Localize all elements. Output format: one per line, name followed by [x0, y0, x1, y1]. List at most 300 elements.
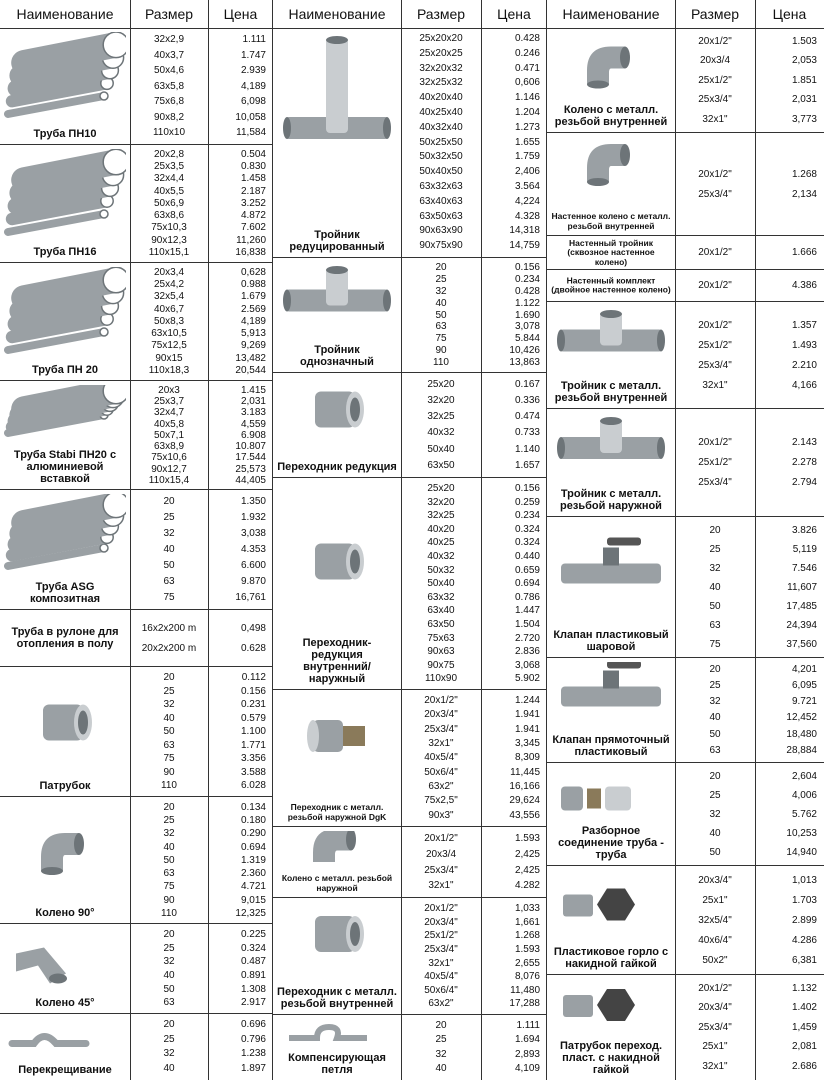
size-value: 32x4,7 — [153, 407, 185, 419]
price-value: 4,006 — [791, 790, 817, 801]
product-image — [4, 32, 126, 122]
price-value: 4.328 — [514, 210, 540, 222]
price-value: 0.112 — [241, 672, 266, 683]
size-value: 63 — [163, 739, 175, 751]
size-value: 63x2" — [428, 780, 454, 792]
price-value: 0.324 — [514, 537, 540, 549]
price-value: 0.290 — [240, 828, 266, 840]
price-value: 6.908 — [240, 429, 266, 441]
size-value: 75x6,8 — [153, 96, 185, 108]
price-value: 2,053 — [791, 55, 817, 67]
size-value: 63x32x63 — [419, 180, 463, 192]
size-value: 90x75x90 — [419, 240, 463, 252]
size-value: 40 — [163, 841, 175, 853]
size-value: 40 — [435, 1062, 447, 1074]
price-value: 4.353 — [240, 544, 266, 555]
elbow-90-icon — [551, 32, 671, 97]
price-value: 3,068 — [514, 659, 540, 671]
price-value: 11,445 — [510, 766, 540, 778]
pipe-bundle-icon — [4, 494, 126, 574]
price-value: 5,119 — [792, 544, 817, 555]
product-image — [551, 521, 671, 622]
product-name: Компенсирующая петля — [288, 1052, 386, 1076]
size-value: 63x8,6 — [153, 210, 185, 222]
crossover-icon — [4, 1018, 126, 1057]
price-value: 3,345 — [514, 737, 540, 749]
size-value: 25x3/4" — [698, 1021, 732, 1033]
nut-icon — [551, 870, 671, 939]
size-value: 32x1" — [702, 113, 728, 125]
product-image — [4, 1018, 126, 1057]
price-value: 16,166 — [509, 780, 540, 792]
price-value: 1.268 — [791, 168, 817, 180]
price-value: 0.156 — [240, 685, 266, 697]
product-image — [277, 694, 397, 778]
product-row — [0, 610, 273, 667]
price-value: 4.282 — [514, 880, 540, 892]
price-value: 1.747 — [240, 49, 266, 61]
price-value: 10.807 — [235, 441, 266, 453]
price-value: 1.851 — [791, 74, 817, 86]
price-value: 1,459 — [791, 1021, 817, 1033]
size-value: 32x25 — [427, 411, 455, 423]
price-value: 7.546 — [791, 563, 817, 574]
size-value: 50x2" — [702, 954, 728, 966]
price-value: 2.143 — [791, 437, 817, 448]
size-value: 32 — [709, 563, 721, 574]
size-value: 63x50 — [427, 618, 455, 630]
price-list — [481, 377, 540, 474]
size-value: 75x63 — [427, 632, 455, 644]
size-value: 25 — [709, 544, 721, 555]
size-value: 90x12,7 — [151, 463, 187, 475]
price-value: 1.458 — [240, 173, 266, 185]
size-value: 50 — [163, 854, 175, 866]
size-value: 90 — [163, 766, 175, 778]
price-value: 0,628 — [240, 267, 266, 278]
header-size: Размер — [690, 6, 740, 22]
size-list — [401, 32, 481, 254]
size-value: 75x12,5 — [151, 340, 187, 352]
product-image — [551, 306, 671, 373]
price-value: 1.759 — [514, 151, 540, 163]
price-value: 1.132 — [791, 983, 817, 994]
size-value: 20 — [435, 262, 447, 273]
size-value: 25x1" — [702, 1041, 728, 1053]
product-name: Клапан прямоточный пластиковый — [552, 734, 670, 758]
size-value: 25x1/2" — [698, 457, 732, 468]
product-name: Разборное соединение труба - труба — [558, 825, 664, 861]
price-value: 2.794 — [791, 477, 817, 488]
product-name: Клапан пластиковый шаровой — [553, 629, 669, 653]
price-value: 3.356 — [240, 753, 266, 765]
product-name: Перекрещивание — [18, 1064, 112, 1076]
price-value: 0.428 — [514, 33, 540, 44]
size-list — [675, 32, 755, 129]
product-image — [551, 137, 671, 187]
header-name: Наименование — [562, 6, 660, 22]
size-value: 50 — [435, 309, 447, 321]
size-value: 63x5,8 — [153, 80, 185, 92]
price-value: 0.487 — [240, 956, 266, 968]
price-list — [755, 165, 817, 205]
size-value: 32 — [435, 285, 447, 297]
size-value: 63 — [709, 620, 721, 631]
size-list — [675, 979, 755, 1076]
price-value: 1.493 — [791, 339, 817, 351]
size-list — [130, 1018, 208, 1076]
product-row — [0, 263, 273, 381]
pipe-bundle-icon — [4, 385, 126, 441]
price-value: 11,480 — [510, 984, 540, 996]
price-value: 2.210 — [791, 359, 817, 371]
size-value: 20 — [163, 496, 175, 507]
price-value: 1.308 — [240, 983, 266, 995]
size-value: 110 — [161, 907, 177, 919]
size-value: 40 — [435, 297, 447, 309]
size-value: 50 — [163, 983, 175, 995]
size-value: 50 — [163, 726, 175, 738]
size-value: 20 — [163, 1019, 175, 1030]
price-list — [208, 149, 266, 259]
size-value: 20 — [709, 664, 721, 675]
size-value: 20x3/4" — [698, 1002, 732, 1014]
product-image — [277, 377, 397, 442]
price-value: 0.733 — [514, 427, 540, 439]
size-list — [675, 276, 755, 296]
size-value: 50 — [163, 560, 175, 571]
price-value: 11,584 — [236, 127, 266, 139]
price-value: 6.600 — [240, 560, 266, 571]
product-row — [273, 258, 547, 373]
size-value: 75 — [709, 639, 721, 650]
price-list — [755, 521, 817, 654]
size-value: 20x1/2" — [698, 437, 732, 448]
column-1 — [0, 0, 273, 1080]
price-list — [755, 243, 817, 263]
price-list — [481, 32, 540, 254]
price-value: 1.694 — [514, 1034, 540, 1046]
product-name: Патрубок переход. пласт. с накидной гайкой — [559, 1040, 663, 1076]
product-image — [551, 767, 671, 830]
size-value: 20x3/4 — [699, 55, 731, 67]
size-value: 75 — [163, 881, 175, 893]
size-value: 63x50 — [427, 459, 455, 471]
header-price: Цена — [223, 6, 258, 22]
price-value: 12,452 — [786, 712, 817, 724]
product-image — [4, 267, 126, 358]
product-name: Переходник с металл. резьбой наружной DgK — [287, 802, 387, 822]
size-value: 110x18,3 — [148, 364, 190, 376]
price-value: 29,624 — [509, 795, 540, 807]
size-value: 90x75 — [427, 659, 455, 671]
size-list — [675, 165, 755, 205]
price-value: 1.941 — [514, 723, 540, 735]
product-image — [551, 662, 671, 727]
price-list — [755, 276, 817, 296]
size-value: 50x6/4" — [424, 766, 458, 778]
price-value: 16,761 — [235, 592, 266, 603]
price-value: 0,498 — [240, 622, 266, 634]
size-value: 25x20 — [427, 379, 455, 390]
price-value: 2,081 — [791, 1041, 817, 1053]
product-image — [277, 902, 397, 966]
column-3 — [547, 0, 824, 1080]
price-value: 2.187 — [240, 185, 266, 197]
product-row — [0, 145, 273, 263]
price-value: 4,189 — [240, 80, 266, 92]
price-value: 9.870 — [240, 576, 266, 587]
price-list — [755, 316, 817, 396]
size-list — [130, 149, 208, 259]
size-value: 20x1/2" — [698, 247, 732, 258]
price-value: 1.932 — [240, 512, 266, 523]
size-value: 40 — [163, 1062, 175, 1074]
price-value: 14,318 — [509, 225, 540, 237]
product-row — [547, 270, 824, 302]
size-list — [401, 831, 481, 894]
size-value: 25x3/4" — [698, 188, 732, 200]
size-value: 40x20 — [427, 523, 455, 535]
header-size: Размер — [416, 6, 466, 22]
price-value: 0.694 — [240, 841, 266, 853]
price-value: 1.122 — [514, 297, 540, 309]
size-value: 20x3/4" — [698, 874, 732, 886]
product-row — [273, 478, 547, 690]
price-value: 0.504 — [240, 149, 266, 160]
size-value: 40 — [163, 969, 175, 981]
product-image — [4, 385, 126, 441]
product-name: Труба ПН16 — [33, 246, 97, 258]
price-value: 0.988 — [240, 279, 266, 291]
price-value: 2,425 — [514, 848, 540, 860]
product-image — [4, 928, 126, 991]
product-image — [551, 979, 671, 1031]
product-row — [273, 1015, 547, 1080]
size-value: 63x2" — [428, 998, 454, 1010]
size-value: 20 — [709, 771, 721, 782]
product-name: Труба ПН10 — [33, 128, 97, 140]
loop-icon — [277, 1019, 397, 1044]
price-value: 5,913 — [240, 328, 266, 340]
size-value: 25x3/4" — [424, 943, 458, 955]
price-value: 3.183 — [240, 407, 266, 419]
price-value: 5.902 — [514, 673, 540, 685]
size-value: 20 — [709, 525, 721, 536]
product-row — [273, 28, 547, 258]
price-value: 11,607 — [787, 582, 817, 593]
price-value: 0.891 — [240, 969, 266, 981]
column-3-header — [547, 0, 824, 29]
size-value: 32x4,4 — [153, 173, 185, 185]
size-value: 50x7,1 — [153, 429, 185, 441]
size-value: 40x5/4" — [424, 752, 458, 764]
size-value: 90x63x90 — [419, 225, 463, 237]
price-value: 0.440 — [514, 550, 540, 562]
size-value: 50x6/4" — [424, 984, 458, 996]
product-name: Патрубок — [39, 780, 91, 792]
product-row — [547, 517, 824, 658]
product-name: Колено с металл. резьбой наружной — [281, 873, 393, 893]
price-value: 1.204 — [514, 106, 540, 118]
price-list — [208, 267, 266, 377]
tee-icon — [551, 306, 671, 373]
size-value: 20 — [163, 929, 175, 940]
price-list — [755, 871, 817, 971]
size-value: 110x10 — [152, 127, 186, 139]
size-value: 25 — [163, 815, 175, 827]
size-value: 20x1/2" — [424, 833, 458, 844]
size-value: 20 — [163, 802, 175, 813]
price-value: 1.666 — [791, 247, 817, 258]
product-image — [277, 482, 397, 641]
size-value: 32x25 — [427, 510, 455, 522]
size-list — [401, 377, 481, 474]
price-value: 0.156 — [514, 262, 540, 273]
price-value: 1.268 — [514, 930, 540, 942]
price-value: 3,078 — [514, 321, 540, 333]
product-name: Переходник-редукция внутренний/наружный — [302, 637, 372, 685]
product-image — [277, 32, 397, 222]
price-value: 24,394 — [786, 620, 817, 631]
size-value: 110x90 — [424, 673, 458, 685]
price-list — [208, 928, 266, 1010]
price-value: 1.503 — [791, 36, 817, 47]
threaded-adapter-icon — [277, 694, 397, 778]
size-value: 90 — [163, 894, 175, 906]
price-value: 1.415 — [240, 385, 266, 396]
size-value: 40x32 — [427, 427, 455, 439]
size-list — [130, 801, 208, 920]
price-list — [208, 801, 266, 920]
size-value: 20x3/4" — [424, 709, 458, 721]
size-value: 50x25x50 — [419, 136, 463, 148]
column-2 — [273, 0, 547, 1080]
price-value: 2,655 — [514, 957, 540, 969]
size-value: 63 — [163, 868, 175, 880]
size-value: 25 — [709, 680, 721, 692]
product-image — [551, 413, 671, 481]
product-name: Переходник с металл. резьбой внутренней — [277, 986, 397, 1010]
size-value: 20x1/2" — [424, 903, 458, 914]
price-value: 43,556 — [509, 809, 540, 821]
size-value: 20x1/2" — [424, 695, 458, 706]
product-name: Труба ПН 20 — [31, 364, 99, 376]
price-value: 3.564 — [514, 180, 540, 192]
price-value: 0.234 — [514, 510, 540, 522]
price-value: 1.447 — [514, 605, 540, 617]
size-value: 32 — [709, 809, 721, 820]
size-value: 25x20x25 — [419, 47, 463, 59]
price-list — [481, 902, 540, 1011]
price-value: 3.826 — [791, 525, 817, 536]
size-value: 32 — [435, 1048, 447, 1060]
price-value: 44,405 — [235, 474, 266, 486]
product-row — [0, 667, 273, 797]
product-image — [4, 149, 126, 240]
price-value: 1.273 — [514, 121, 540, 133]
price-value: 18,480 — [786, 728, 817, 740]
price-value: 2,031 — [791, 94, 817, 106]
size-list — [675, 243, 755, 263]
price-value: 1.146 — [514, 92, 540, 104]
size-value: 32 — [163, 956, 175, 968]
size-value: 32x2,9 — [153, 34, 185, 45]
price-list — [208, 494, 266, 606]
product-name: Труба Stabi ПН20 с алюминиевой вставкой — [13, 449, 117, 485]
size-value: 25x20x20 — [419, 33, 463, 44]
size-value: 50x40x50 — [419, 166, 463, 178]
price-value: 0,606 — [514, 77, 540, 89]
price-value: 4.386 — [791, 280, 817, 291]
price-value: 0.246 — [514, 47, 540, 59]
price-value: 6,098 — [240, 96, 266, 108]
size-value: 40 — [709, 828, 721, 839]
size-value: 75x10,3 — [151, 222, 187, 234]
size-value: 75x10,6 — [151, 452, 187, 464]
wall-elbow-icon — [551, 137, 671, 187]
size-value: 20x3/4 — [425, 848, 457, 860]
reducer-icon — [277, 482, 397, 641]
price-list — [481, 694, 540, 823]
size-list — [130, 32, 208, 141]
size-value: 63 — [709, 744, 721, 756]
product-row — [547, 866, 824, 975]
price-value: 0.336 — [514, 395, 540, 407]
size-value: 75 — [435, 333, 447, 345]
size-value: 110x15,4 — [148, 474, 190, 486]
tee-icon — [277, 32, 397, 222]
price-value: 3,773 — [791, 113, 817, 125]
price-value: 5.844 — [514, 333, 540, 345]
size-value: 32 — [163, 699, 175, 711]
price-value: 9.721 — [791, 696, 817, 708]
product-row — [547, 28, 824, 133]
size-value: 32 — [709, 696, 721, 708]
product-row — [0, 28, 273, 145]
price-value: 0.180 — [240, 815, 266, 827]
price-list — [755, 767, 817, 862]
price-value: 0.324 — [514, 523, 540, 535]
price-value: 1,661 — [514, 916, 540, 928]
size-value: 40 — [163, 712, 175, 724]
price-value: 2,604 — [791, 771, 817, 782]
product-row — [0, 924, 273, 1014]
size-value: 25 — [709, 790, 721, 801]
size-value: 63x32 — [427, 591, 455, 603]
price-value: 13,482 — [235, 352, 266, 364]
price-value: 2.720 — [514, 632, 540, 644]
size-value: 90 — [435, 345, 447, 357]
price-value: 10,253 — [786, 828, 817, 839]
size-list — [675, 433, 755, 493]
size-value: 20x3 — [158, 385, 180, 396]
size-value: 50x40 — [427, 443, 455, 455]
price-value: 9,015 — [240, 894, 266, 906]
product-row — [547, 133, 824, 236]
size-value: 25 — [435, 273, 447, 285]
price-value: 14,759 — [509, 240, 540, 252]
header-name: Наименование — [288, 6, 386, 22]
reducer-icon — [277, 377, 397, 442]
price-value: 1.897 — [240, 1062, 266, 1074]
price-list — [208, 671, 266, 793]
size-list — [401, 902, 481, 1011]
product-image — [277, 1019, 397, 1044]
price-value: 0.234 — [514, 273, 540, 285]
size-value: 90x3" — [428, 809, 454, 821]
size-list — [401, 482, 481, 686]
